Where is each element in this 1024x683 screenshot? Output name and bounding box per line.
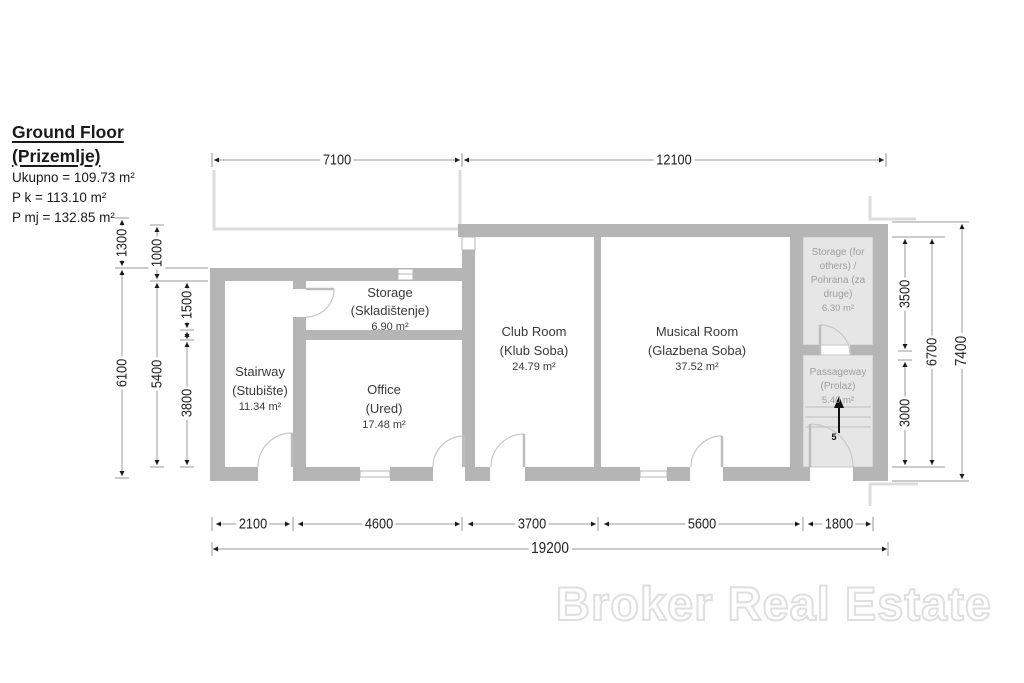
room-name: Passageway	[809, 367, 867, 378]
room-name: Musical Room	[655, 324, 739, 339]
dim-bottom-4: 5600	[685, 516, 718, 533]
dim-left-5400: 5400	[149, 357, 166, 390]
dim-bottom-5: 1800	[822, 516, 855, 533]
room-name-local: (Glazbena Soba)	[647, 343, 747, 358]
storageothers-passage-wall	[803, 345, 820, 355]
dim-bottom-3: 3700	[515, 516, 548, 533]
musical-entry-door-arc	[691, 436, 722, 467]
window-musical-south	[640, 471, 667, 477]
room-name: Stairway	[235, 364, 285, 379]
room-name-local: (Klub Soba)	[499, 343, 569, 358]
stairway-office-wall	[293, 280, 306, 289]
dim-bottom-1: 2100	[236, 516, 269, 533]
room-label-passageway	[800, 366, 876, 407]
dim-overall-width: 19200	[529, 540, 572, 558]
dim-top-1: 7100	[320, 152, 353, 169]
dim-left-1000: 1000	[149, 236, 166, 269]
room-area: 6.90 m²	[371, 321, 409, 333]
room-name: Office	[367, 382, 401, 397]
room-label-club	[469, 322, 599, 375]
bottom-wall	[853, 467, 888, 481]
room-label-office	[319, 380, 449, 433]
top-wall-right-section	[458, 224, 888, 237]
bottom-wall	[210, 467, 258, 481]
dim-left-1300: 1300	[114, 226, 131, 259]
room-label-storage-others	[806, 246, 870, 315]
dim-left-1500: 1500	[179, 288, 196, 321]
pmj-area: P mj = 132.85 m²	[12, 210, 115, 225]
office-entry-door-arc	[433, 436, 464, 467]
dim-right-3500: 3500	[897, 277, 914, 310]
bottom-wall	[293, 467, 360, 481]
dim-right-6700: 6700	[924, 335, 941, 368]
room-area: 11.34 m²	[238, 401, 282, 413]
pk-area: P k = 113.10 m²	[12, 190, 107, 205]
terrace-outline	[214, 170, 460, 229]
musical-passage-wall	[790, 237, 803, 467]
room-name-local: (Stubište)	[232, 383, 288, 398]
bottom-wall	[723, 467, 810, 481]
dim-left-3800: 3800	[179, 386, 196, 419]
plan-title-local: (Prizemlje)	[12, 146, 101, 166]
dim-bottom-2: 4600	[362, 516, 395, 533]
room-label-stairway	[215, 362, 305, 415]
stair-count-label: 5	[831, 432, 837, 442]
room-name: Club Room	[501, 324, 567, 339]
bottom-wall	[390, 467, 433, 481]
title-block	[12, 120, 135, 228]
storageothers-passage-wall	[850, 345, 873, 355]
bottom-wall	[667, 467, 690, 481]
room-area: 37.52 m²	[675, 361, 719, 373]
room-area: 24.79 m²	[512, 361, 556, 373]
dim-left-6100: 6100	[114, 356, 131, 389]
window-office-south	[360, 471, 390, 477]
watermark: Broker Real Estate	[556, 577, 992, 630]
right-wall	[873, 224, 888, 481]
plan-title: Ground Floor	[12, 122, 124, 142]
exterior-outline-top-right	[870, 196, 916, 219]
stairway-entry-door-arc	[258, 433, 292, 467]
dim-right-7400: 7400	[953, 333, 971, 368]
room-name-local: (Prolaz)	[820, 381, 856, 392]
top-wall-left-section	[210, 268, 475, 281]
total-area: Ukupno = 109.73 m²	[12, 170, 135, 185]
club-entry-door-arc	[491, 434, 524, 467]
dim-right-3000: 3000	[897, 396, 914, 429]
room-area: 17.48 m²	[362, 419, 406, 431]
room-name-local: (Skladištenje)	[350, 303, 430, 318]
window-club-corner	[462, 237, 475, 250]
room-label-storage	[310, 284, 470, 334]
room-label-musical	[612, 322, 782, 375]
room-name: Storage	[367, 285, 413, 300]
bottom-wall	[525, 467, 640, 481]
dim-top-2: 12100	[654, 152, 695, 169]
room-name: Storage (for others) / Pohrana (za druge)	[810, 247, 866, 300]
room-area: 6.30 m²	[821, 303, 855, 314]
room-area: 5.40 m²	[821, 395, 855, 406]
bottom-wall	[465, 467, 490, 481]
room-name-local: (Ured)	[365, 401, 403, 416]
exterior-outline-bottom-right	[870, 484, 918, 506]
